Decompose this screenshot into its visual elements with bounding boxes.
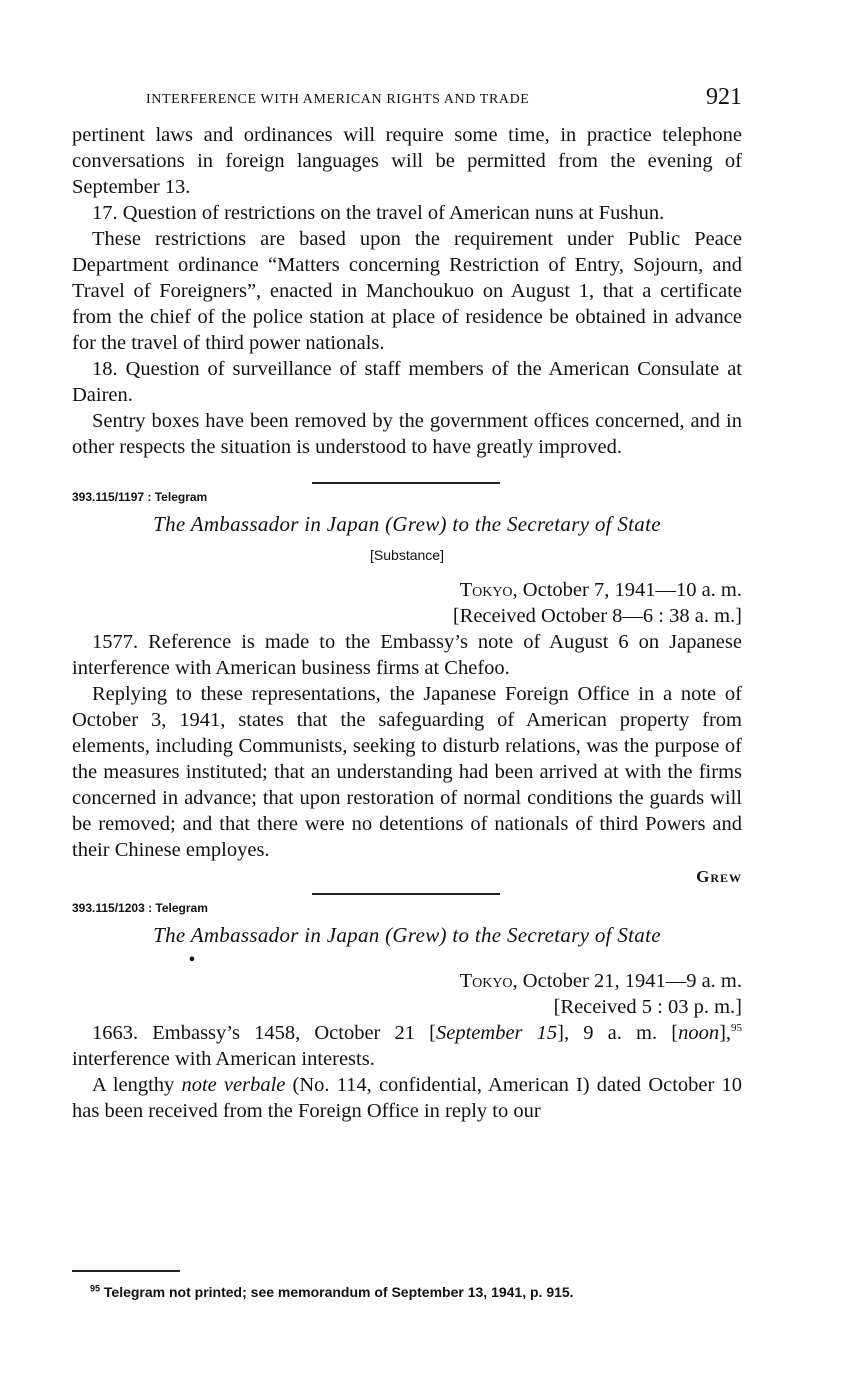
footnote-marker: 95: [90, 1283, 101, 1294]
substance-label: [Substance]: [370, 547, 444, 563]
text-run: ],: [719, 1022, 732, 1044]
paragraph: [72, 1020, 742, 1072]
running-title: INTERFERENCE WITH AMERICAN RIGHTS AND TRADE: [146, 92, 530, 107]
received-line: [Received October 8—6 : 38 a. m.]: [452, 605, 742, 627]
text-run: interference with American interests.: [72, 1048, 375, 1070]
paragraph: Replying to these representations, the Japanese Foreign Office in a note of October 3, 1941, states that the safeguarding of American property from elements, including Communists, seeking to disturb relations, was the purpose of the measures instituted; that an understanding had been arrived at with the firms concerned in advance; that upon restoration of normal conditions the guards will be removed; and that there were no detentions of nationals of third Powers and their Chinese employes.: [72, 683, 742, 861]
text-run-italic: September 15: [436, 1022, 558, 1044]
text-run: 1663. Embassy’s 1458, October 21 [: [92, 1022, 436, 1044]
dateline: [72, 968, 742, 994]
document-title: The Ambassador in Japan (Grew) to the Secretary of State: [153, 923, 661, 947]
footnote-rule: [72, 1270, 180, 1272]
page-number: 921: [706, 84, 742, 110]
file-reference: 393.115/1197 : Telegram: [72, 490, 208, 504]
footnote-reference[interactable]: 95: [731, 1022, 743, 1035]
paragraph: pertinent laws and ordinances will require some time, in practice telephone conversations in foreign languages will be permitted from the evening of September 13.: [72, 124, 742, 198]
separator-rule: [312, 482, 500, 484]
separator-rule: [312, 893, 500, 895]
paragraph: Sentry boxes have been removed by the government offices concerned, and in other respects the situation is understood to have greatly improved.: [72, 410, 742, 458]
text-run-italic: noon: [678, 1022, 720, 1044]
signature: Grew: [696, 867, 742, 886]
dateline-date: , October 21, 1941—9 a. m.: [512, 970, 742, 992]
received-line: [Received 5 : 03 p. m.]: [553, 996, 742, 1018]
paragraph: These restrictions are based upon the requirement under Public Peace Department ordinance “Matters concerning Restriction of Entry, Sojourn, and Travel of Foreigners”, enacted in Manchoukuo on August 1, that a certificate from the chief of the police station at place of residence be obtained in advance for the travel of third power nationals.: [72, 228, 742, 354]
document-separator: [72, 470, 742, 506]
text-run: (No. 114, confidential, American I) dated October 10 has been received from the Foreign Office in reply to our: [72, 1074, 742, 1122]
paragraph: 1577. Reference is made to the Embassy’s note of August 6 on Japanese interference with American business firms at Chefoo.: [72, 631, 742, 679]
dateline-date: , October 7, 1941—10 a. m.: [512, 579, 742, 601]
document-page: [72, 82, 742, 1124]
footnote: [90, 1284, 574, 1300]
paragraph: [72, 1072, 742, 1124]
stray-mark: •: [187, 950, 197, 969]
paragraph-item-17: 17. Question of restrictions on the travel of American nuns at Fushun.: [92, 202, 665, 224]
text-run-italic: note verbale: [181, 1074, 286, 1096]
text-run: A lengthy: [92, 1074, 182, 1096]
document-separator: [72, 895, 742, 917]
document-title: The Ambassador in Japan (Grew) to the Secretary of State: [153, 512, 661, 536]
file-reference: 393.115/1203 : Telegram: [72, 901, 208, 915]
paragraph-item-18: 18. Question of surveillance of staff members of the American Consulate at Dairen.: [72, 358, 742, 406]
text-run: ], 9 a. m. [: [557, 1022, 679, 1044]
dateline: [72, 577, 742, 603]
footnote-text: Telegram not printed; see memorandum of September 13, 1941, p. 915.: [100, 1284, 574, 1300]
dateline-city: Tokyo: [459, 579, 513, 601]
running-head: [72, 82, 742, 122]
dateline-city: Tokyo: [459, 970, 513, 992]
